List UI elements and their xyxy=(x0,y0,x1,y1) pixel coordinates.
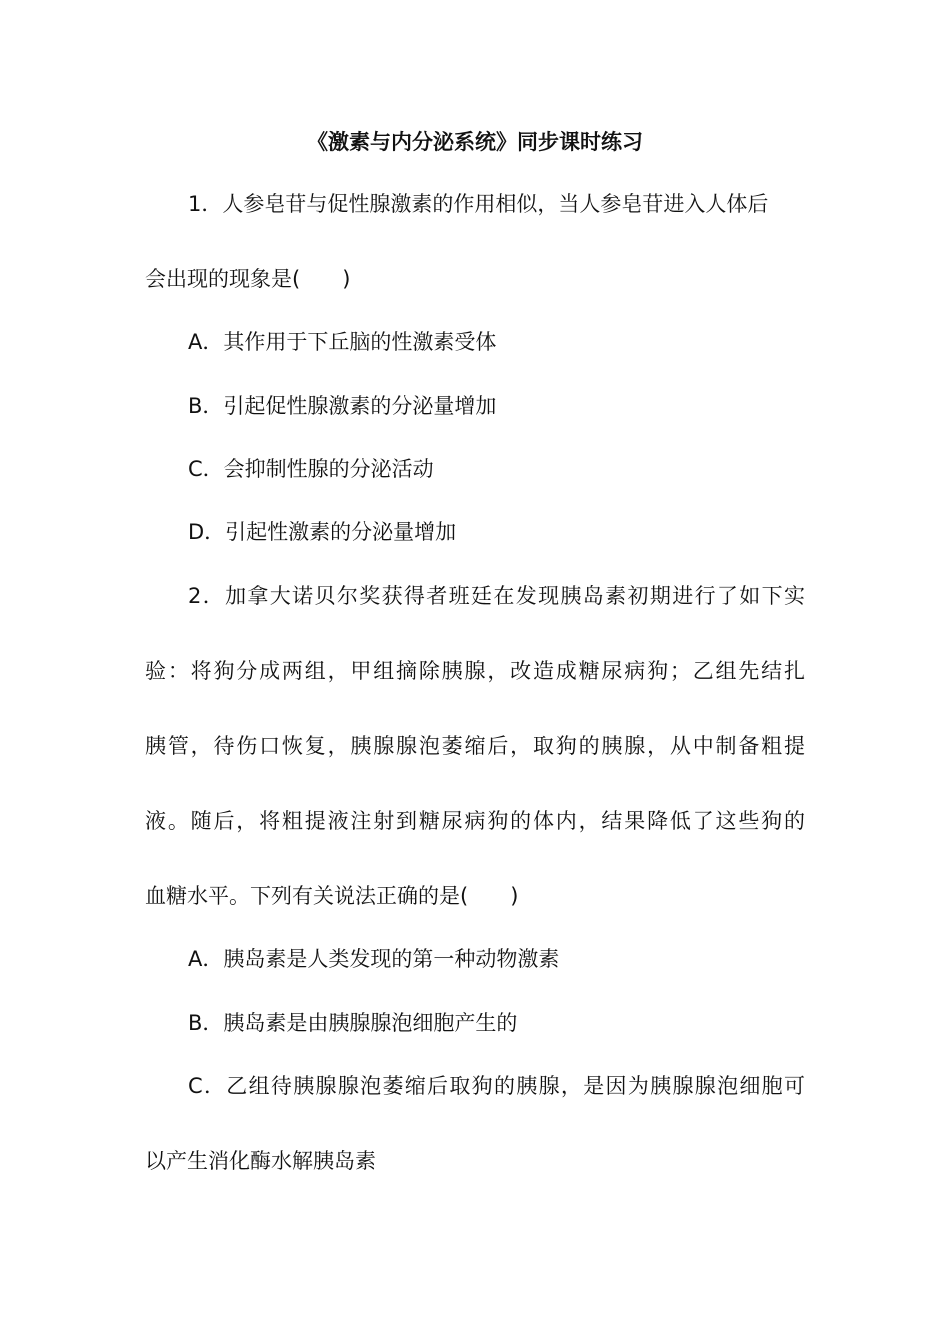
q2-option-c-line-2: 以产生消化酶水解胰岛素 xyxy=(145,1149,376,1173)
q2-stem-line-5: 血糖水平。下列有关说法正确的是( ) xyxy=(145,884,519,908)
q2-option-a: A．胰岛素是人类发现的第一种动物激素 xyxy=(188,947,560,971)
q1-stem-line-2: 会出现的现象是( ) xyxy=(145,267,351,291)
q1-option-c: C．会抑制性腺的分泌活动 xyxy=(188,457,434,481)
q1-stem-line-1: 1．人参皂苷与促性腺激素的作用相似，当人参皂苷进入人体后 xyxy=(188,192,769,216)
q1-option-b: B．引起促性腺激素的分泌量增加 xyxy=(188,394,497,418)
q2-stem-line-1: 2．加拿大诺贝尔奖获得者班廷在发现胰岛素初期进行了如下实 xyxy=(188,584,805,608)
document-title: 《激素与内分泌系统》同步课时练习 xyxy=(307,130,643,154)
q2-option-c-line-1: C．乙组待胰腺腺泡萎缩后取狗的胰腺，是因为胰腺腺泡细胞可 xyxy=(188,1074,805,1098)
q1-option-a: A．其作用于下丘脑的性激素受体 xyxy=(188,330,497,354)
q2-stem-line-4: 液。随后，将粗提液注射到糖尿病狗的体内，结果降低了这些狗的 xyxy=(145,809,805,833)
q1-option-d: D．引起性激素的分泌量增加 xyxy=(188,520,457,544)
q2-option-b: B．胰岛素是由胰腺腺泡细胞产生的 xyxy=(188,1011,518,1035)
q2-stem-line-3: 胰管，待伤口恢复，胰腺腺泡萎缩后，取狗的胰腺，从中制备粗提 xyxy=(145,734,805,758)
q2-stem-line-2: 验：将狗分成两组，甲组摘除胰腺，改造成糖尿病狗；乙组先结扎 xyxy=(145,659,805,683)
